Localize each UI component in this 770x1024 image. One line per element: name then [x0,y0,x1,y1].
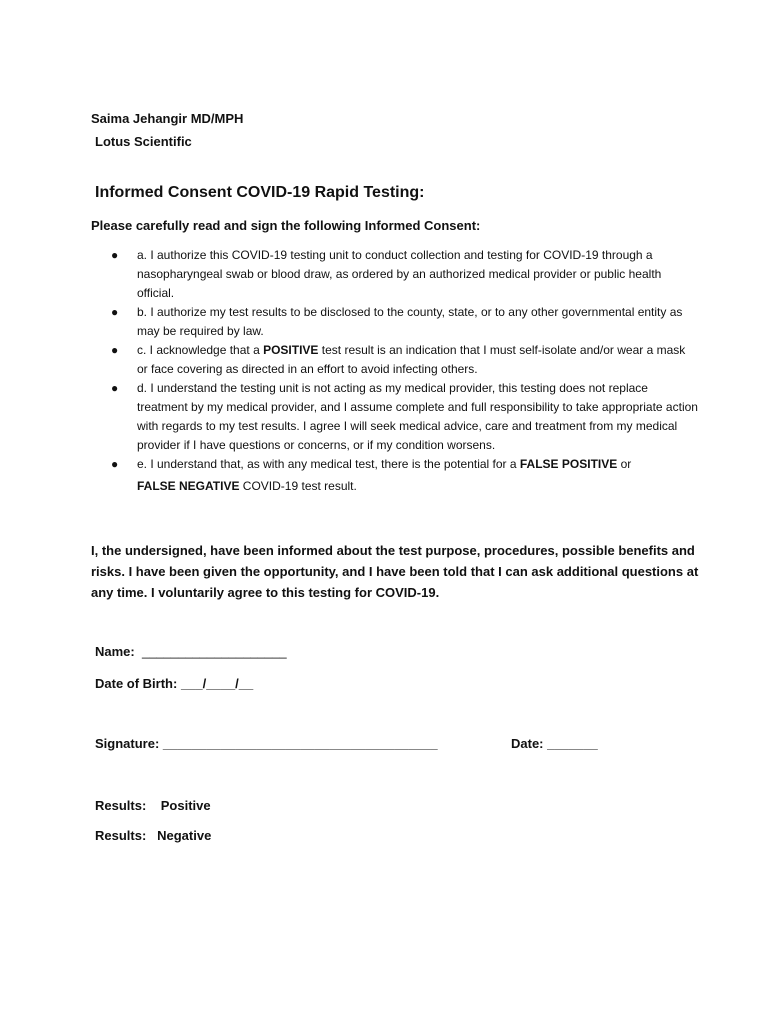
clause-c [108,341,698,379]
organization-name: Lotus Scientific [95,134,192,149]
clause-e-line-2 [137,477,698,496]
date-of-birth-blank-line[interactable]: ___/____/__ [180,676,254,691]
bullet-icon: ● [111,248,119,262]
name-field[interactable] [95,643,287,660]
clause-e-false-negative-emphasis: FALSE NEGATIVE [137,479,240,493]
consent-clauses-list [108,246,698,496]
bullet-icon: ● [111,381,119,395]
clause-e-text-end: COVID-19 test result. [239,479,357,493]
bullet-icon: ● [111,343,119,357]
date-field[interactable] [511,735,598,752]
clause-e-text-middle: or [617,457,632,471]
clause-d [108,379,698,455]
bullet-icon: ● [111,305,119,319]
form-instruction: Please carefully read and sign the following Informed Consent: [91,218,481,233]
clause-c-positive-emphasis: POSITIVE [263,343,319,357]
clause-a [108,246,698,303]
clause-c-text-end: test result is an indication that I must self-isolate and/or wear a mask or face covering as directed in an effort to avoid infecting others. [137,343,686,376]
date-of-birth-field[interactable] [95,675,253,692]
clause-e [108,455,698,496]
signature-label: Signature: [95,736,163,751]
clause-e-false-positive-emphasis: FALSE POSITIVE [519,457,618,471]
consent-statement: I, the undersigned, have been informed about the test purpose, procedures, possible benefits and risks. I have been given the opportunity, and I have been told that I can ask additional questions at any time. I voluntarily agree to this testing for COVID-19. [91,543,699,600]
result-positive-option[interactable]: Results: Positive [95,798,211,813]
clause-b-text: b. I authorize my test results to be disclosed to the county, state, or to any other governmental entity as may be required by law. [137,305,683,338]
date-blank-line[interactable]: _______ [547,736,598,751]
clause-c-text-start: c. I acknowledge that a [137,343,264,357]
clause-a-text: a. I authorize this COVID-19 testing unit to conduct collection and testing for COVID-19 through a nasopharyngeal swab or blood draw, as ordered by an authorized medical provider or public health official. [137,248,662,300]
date-of-birth-label: Date of Birth: [95,676,181,691]
clause-b [108,303,698,341]
result-negative-option[interactable]: Results: Negative [95,828,212,843]
bullet-icon: ● [111,457,119,471]
clause-e-text-start: e. I understand that, as with any medical test, there is the potential for a [137,457,520,471]
author-name: Saima Jehangir MD/MPH [91,111,244,126]
clause-d-text: d. I understand the testing unit is not acting as my medical provider, this testing does not replace treatment by my medical provider, and I assume complete and full responsibility to take appropriate action with regards to my test results. I agree I will seek medical advice, care and treatment from my medical provider if I have questions or concerns, or if my condition worsens. [137,381,698,452]
name-label: Name: [95,644,142,659]
date-label: Date: [511,736,548,751]
name-blank-line[interactable]: ____________________ [141,644,287,659]
signature-blank-line[interactable]: ______________________________________ [162,736,438,751]
form-title: Informed Consent COVID-19 Rapid Testing: [95,184,425,201]
signature-field[interactable] [95,735,438,752]
